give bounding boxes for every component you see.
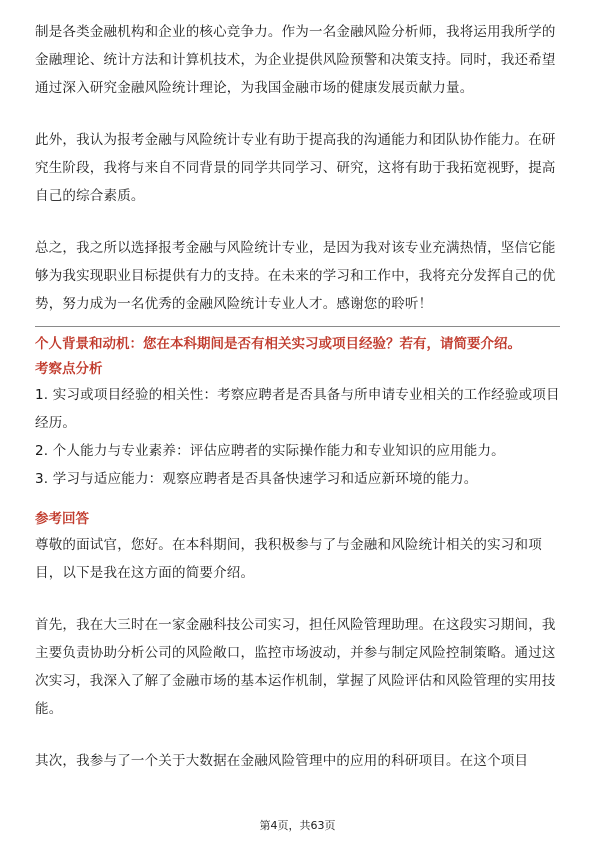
answer-paragraph-1: 尊敬的面试官，您好。在本科期间，我积极参与了与金融和风险统计相关的实习和项目，以下是我在这方面的简要介绍。 — [35, 537, 542, 581]
section-divider — [35, 326, 560, 327]
analysis-heading: 考察点分析 — [35, 361, 103, 377]
answer-paragraph-3: 其次，我参与了一个关于大数据在金融风险管理中的应用的科研项目。在这个项目 — [35, 753, 529, 769]
question-title: 个人背景和动机：您在本科期间是否有相关实习或项目经验？若有，请简要介绍。 — [35, 336, 521, 352]
analysis-item-1: 1. 实习或项目经验的相关性：考察应聘者是否具备与所申请专业相关的工作经验或项目经历。 — [35, 387, 560, 431]
document-page — [35, 0, 560, 775]
analysis-item-2: 2. 个人能力与专业素养：评估应聘者的实际操作能力和专业知识的应用能力。 — [35, 443, 505, 459]
answer-heading: 参考回答 — [35, 511, 89, 527]
page-number: 第4页，共63页 — [259, 819, 336, 832]
answer-paragraph-2: 首先，我在大三时在一家金融科技公司实习，担任风险管理助理。在这段实习期间，我主要负责协助分析公司的风险敞口，监控市场波动，并参与制定风险控制策略。通过这次实习，我深入了解了金融市场的基本运作机制，掌握了风险评估和风险管理的实用技能。 — [35, 617, 556, 717]
intro-paragraph-1: 制是各类金融机构和企业的核心竞争力。作为一名金融风险分析师，我将运用我所学的金融理论、统计方法和计算机技术，为企业提供风险预警和决策支持。同时，我还希望通过深入研究金融风险统计理论，为我国金融市场的健康发展贡献力量。 — [35, 24, 556, 96]
intro-paragraph-3: 总之，我之所以选择报考金融与风险统计专业，是因为我对该专业充满热情，坚信它能够为我实现职业目标提供有力的支持。在未来的学习和工作中，我将充分发挥自己的优势，努力成为一名优秀的金融风险统计专业人才。感谢您的聆听！ — [35, 240, 556, 312]
intro-paragraph-2: 此外，我认为报考金融与风险统计专业有助于提高我的沟通能力和团队协作能力。在研究生阶段，我将与来自不同背景的同学共同学习、研究，这将有助于我拓宽视野，提高自己的综合素质。 — [35, 132, 556, 204]
analysis-item-3: 3. 学习与适应能力：观察应聘者是否具备快速学习和适应新环境的能力。 — [35, 471, 478, 487]
